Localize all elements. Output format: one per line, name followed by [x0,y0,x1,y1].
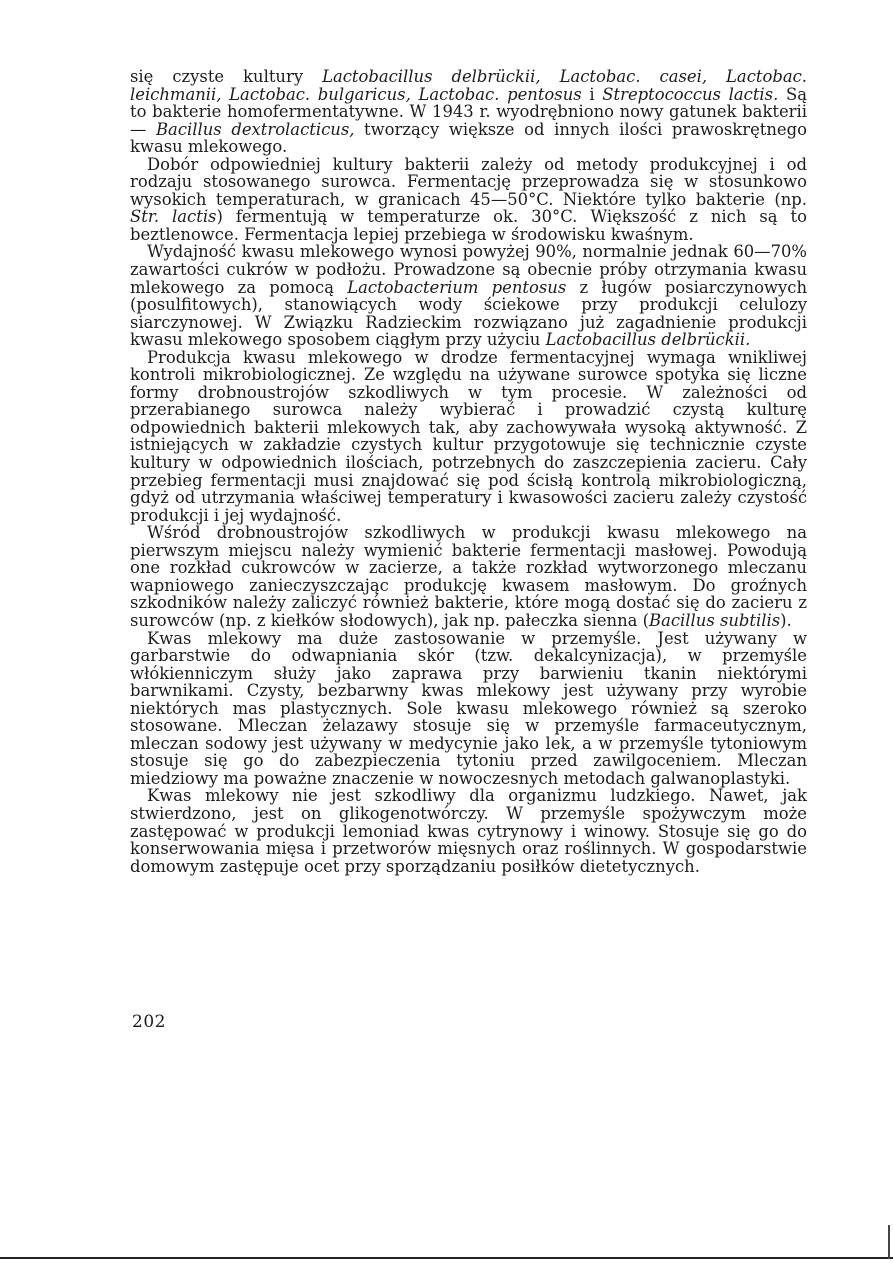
text-run: ) fermentują w temperaturze ok. 30°C. Większość z nich są to beztlenowce. Fermentacja lepiej przebiega w środowisku kwaśnym. [130,207,808,244]
page-number: 202 [132,1012,166,1032]
paragraph-2 [130,156,807,244]
italic-term: Lactobacillus delbrückii, Lactobac. casei, Lactobac. leichmanii, Lactobac. bulgaricus, Lactobac. pentosus [130,67,807,104]
text-run: i [581,84,603,104]
paragraph-4 [130,349,807,524]
text-run: Wśród drobnoustrojów szkodliwych w produkcji kwasu mlekowego na pierwszym miejscu należy wymienić bakterie fermentacji masłowej. Powodują one rozkład cukrowców w zacierze, a także rozkład wytworzonego mleczanu wapniowego zanieczyszczając produkcję kwasem masłowym. Do groźnych szkodników należy zaliczyć również bakterie, które mogą dostać się do zacieru z surowców (np. z kiełków słodowych), jak np. pałeczka sienna ( [130,523,807,630]
text-run: ). [780,610,792,630]
paragraph-5 [130,524,807,629]
italic-term: Bacillus dextrolacticus, [156,119,355,139]
italic-term: Lactobacterium pentosus [347,277,567,297]
paragraph-3 [130,243,807,348]
text-run: Kwas mlekowy nie jest szkodliwy dla organizmu ludzkiego. Nawet, jak stwierdzono, jest on glikogenotwórczy. W przemyśle spożywczym może zastępować w produkcji lemoniad kwas cytrynowy i winowy. Stosuje się go do konserwowania mięsa i przetworów mięsnych oraz roślinnych. W gospodarstwie domowym zastępuje ocet przy sporządzaniu posiłków dietetycznych. [130,786,807,876]
text-run: Kwas mlekowy ma duże zastosowanie w przemyśle. Jest używany w garbarstwie do odwapniania skór (tzw. dekalcynizacja), w przemyśle włókienniczym służy jako zaprawa przy barwieniu tkanin niektórymi barwnikami. Czysty, bezbarwny kwas mlekowy jest używany przy wyrobie niektórych mas plastycznych. Sole kwasu mlekowego również są szeroko stosowane. Mleczan żelazawy stosuje się w przemyśle farmaceutycznym, mleczan sodowy jest używany w medycynie jako lek, a w przemyśle tytoniowym stosuje się go do zabezpieczenia tytoniu przed zawilgoceniem. Mleczan miedziowy ma poważne znaczenie w nowoczesnych metodach galwanoplastyki. [130,628,807,788]
text-run: Wydajność kwasu mlekowego wynosi powyżej 90%, normalnie jednak 60—70% zawartości cukrów w podłożu. Prowadzone są obecnie próby otrzymania kwasu mlekowego za pomocą [130,242,807,297]
body-text [130,68,807,875]
text-run: Produkcja kwasu mlekowego w drodze fermentacyjnej wymaga wnikliwej kontroli mikrobiologicznej. Ze względu na używane surowce spotyka się liczne formy drobnoustrojów szkodliwych w tym procesie. W zależności od przerabianego surowca należy wybierać i prowadzić czystą kulturę odpowiednich bakterii mlekowych tak, aby zachowywała wysoką aktywność. Z istniejących w zakładzie czystych kultur przygotowuje się technicznie czyste kultury w odpowiednich ilościach, potrzebnych do zaszczepienia zacieru. Cały przebieg fermentacji musi znajdować się pod ścisłą kontrolą mikrobiologiczną, gdyż od utrzymania właściwej temperatury i kwasowości zacieru zależy czystość produkcji i jej wydajność. [130,347,807,525]
text-run: Dobór odpowiedniej kultury bakterii zależy od metody produkcyjnej i od rodzaju stosowanego surowca. Fermentację przeprowadza się w stosunkowo wysokich temperaturach, w granicach 45—50°C. Niektóre tylko bakterie (np. [130,154,807,209]
paragraph-1 [130,68,807,156]
text-run: Są to bakterie homofermentatywne. W 1943 r. wyodrębniono nowy gatunek bakterii — [130,84,807,139]
bottom-corner-mark [888,1225,890,1259]
text-run: z ługów posiarczynowych (posulfitowych), stanowiących wody ściekowe przy produkcji celulozy siarczynowej. W Związku Radzieckim rozwiązano już zagadnienie produkcji kwasu mlekowego sposobem ciągłym przy użyciu [130,277,808,350]
italic-term: Streptococcus lactis. [602,84,779,104]
paragraph-7 [130,787,807,875]
bottom-edge-rule [0,1257,893,1259]
text-run: tworzący większe od innych ilości prawoskrętnego kwasu mlekowego. [130,119,807,157]
text-run: się czyste kultury [130,67,323,86]
italic-term: Lactobacillus delbrückii. [545,330,751,350]
italic-term: Bacillus subtilis [649,610,781,630]
italic-term: Str. lactis [130,207,217,227]
paragraph-6 [130,630,807,788]
